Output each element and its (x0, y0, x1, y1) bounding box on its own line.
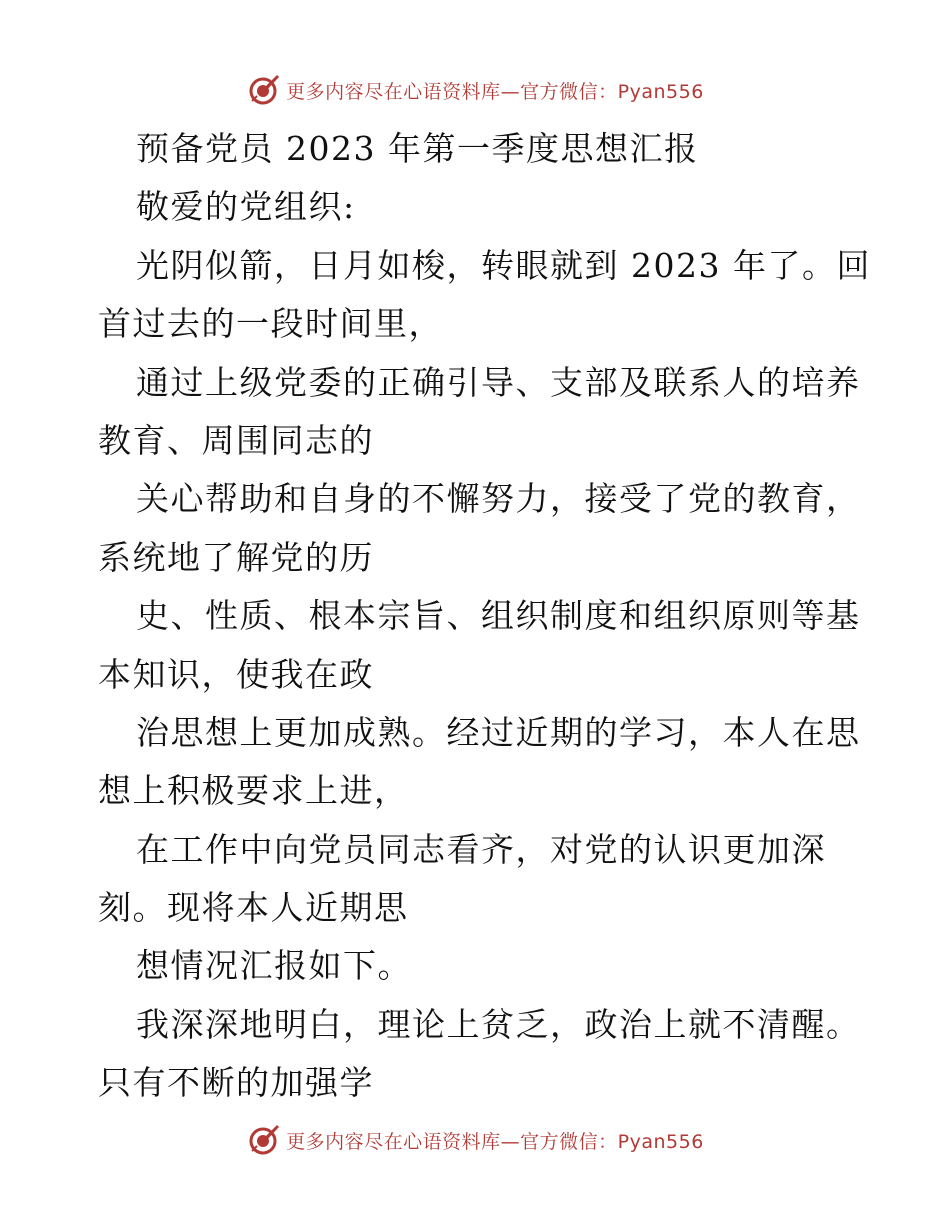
text-line: 本知识，使我在政 (98, 654, 374, 694)
footer-watermark-text: 更多内容尽在心语资料库—官方微信：Pyan556 (286, 1130, 704, 1153)
text-line: 通过上级党委的正确引导、支部及联系人的培养 (136, 362, 861, 402)
text-line: 预备党员 2023 年第一季度思想汇报 (136, 129, 699, 168)
document-body (98, 120, 871, 1113)
text-line: 光阴似箭，日月如梭，转眼就到 2023 年了。回 (136, 245, 871, 285)
feather-pen-logo-icon (246, 1123, 280, 1157)
header-watermark-text: 更多内容尽在心语资料库—官方微信：Pyan556 (286, 80, 704, 103)
text-line: 教育、周围同志的 (98, 420, 374, 460)
text-line: 只有不断的加强学 (98, 1063, 374, 1103)
header-watermark (0, 70, 950, 110)
text-line: 首过去的一段时间里， (98, 304, 443, 344)
text-line: 系统地了解党的历 (98, 537, 374, 577)
text-line: 关心帮助和自身的不懈努力，接受了党的教育， (136, 479, 861, 519)
feather-pen-logo-icon (246, 73, 280, 107)
text-line: 治思想上更加成熟。经过近期的学习，本人在思 (136, 712, 861, 752)
text-line: 想情况汇报如下。 (136, 946, 412, 986)
text-line: 我深深地明白，理论上贫乏，政治上就不清醒。 (136, 1004, 861, 1044)
text-line: 敬爱的党组织: (136, 187, 356, 227)
text-line: 刻。现将本人近期思 (98, 888, 409, 928)
footer-watermark (0, 1120, 950, 1160)
text-line: 在工作中向党员同志看齐，对党的认识更加深 (136, 829, 826, 869)
text-line: 史、性质、根本宗旨、组织制度和组织原则等基 (136, 596, 861, 636)
text-line: 想上积极要求上进， (98, 771, 409, 811)
